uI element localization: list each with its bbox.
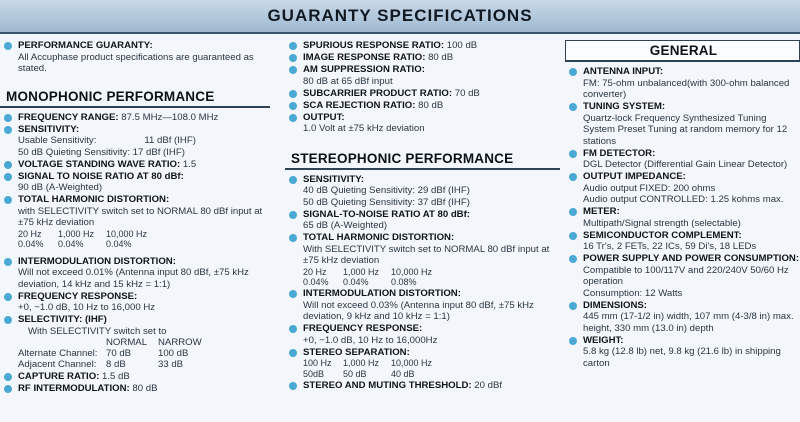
spec-image-response: IMAGE RESPONSE RATIO: 80 dB: [285, 52, 560, 64]
column-left: [0, 40, 270, 395]
bullet-icon: [4, 42, 12, 50]
spec-rf-intermodulation: RF INTERMODULATION: 80 dB: [0, 383, 270, 395]
bullet-icon: [4, 258, 12, 266]
spec-stereo-imd: INTERMODULATION DISTORTION: Will not exceed 0.03% (Antenna input 80 dBf, ±75 kHz deviation, 9 kHz and 10 kHz = 1:1): [285, 288, 560, 323]
spec-stereo-thd: TOTAL HARMONIC DISTORTION: With SELECTIVITY switch set to NORMAL 80 dBf input at ±75 kHz deviation 20 Hz 1,000 Hz 10,000 Hz 0.04% 0.04% 0.08%: [285, 232, 560, 288]
bullet-icon: [569, 173, 577, 181]
bullet-icon: [569, 232, 577, 240]
spec-weight: WEIGHT: 5.8 kg (12.8 lb) net, 9.8 kg (21.6 lb) in shipping carton: [565, 335, 800, 370]
spec-frequency-response: FREQUENCY RESPONSE: +0, −1.0 dB, 10 Hz to 16,000 Hz: [0, 291, 270, 314]
bullet-icon: [4, 196, 12, 204]
separation-table: 100 Hz 1,000 Hz 10,000 Hz 50dB 50 dB 40 dB: [303, 358, 433, 379]
spec-stereo-sensitivity: SENSITIVITY: 40 dB Quieting Sensitivity: 29 dBf (IHF) 50 dB Quieting Sensitivity: 37 dBf (IHF): [285, 174, 560, 209]
page-title: GUARANTY SPECIFICATIONS: [0, 0, 800, 34]
bullet-icon: [289, 349, 297, 357]
selectivity-table: NORMAL NARROW Alternate Channel: 70 dB 100 dB Adjacent Channel: 8 dB 33 dB: [18, 337, 202, 370]
bullet-icon: [569, 68, 577, 76]
bullet-icon: [4, 114, 12, 122]
bullet-icon: [569, 208, 577, 216]
spec-capture-ratio: CAPTURE RATIO: 1.5 dB: [0, 371, 270, 383]
bullet-icon: [4, 126, 12, 134]
bullet-icon: [289, 114, 297, 122]
bullet-icon: [289, 66, 297, 74]
bullet-icon: [569, 302, 577, 310]
spec-stereo-frequency-response: FREQUENCY RESPONSE: +0, −1.0 dB, 10 Hz to 16,000Hz: [285, 323, 560, 346]
bullet-icon: [4, 173, 12, 181]
spec-vswr: VOLTAGE STANDING WAVE RATIO: 1.5: [0, 159, 270, 171]
bullet-icon: [4, 293, 12, 301]
bullet-icon: [289, 211, 297, 219]
spec-performance-guaranty: PERFORMANCE GUARANTY: All Accuphase product specifications are guaranteed as stated.: [0, 40, 270, 75]
thd-table: 20 Hz 1,000 Hz 10,000 Hz 0.04% 0.04% 0.04%: [18, 228, 148, 249]
bullet-icon: [289, 382, 297, 390]
spec-antenna-input: ANTENNA INPUT: FM: 75-ohm unbalanced(with 300-ohm balanced converter): [565, 66, 800, 101]
spec-semiconductor: SEMICONDUCTOR COMPLEMENT: 16 Tr's, 2 FETs, 22 ICs, 59 Di's, 18 LEDs: [565, 230, 800, 253]
spec-stereo-snr: SIGNAL-TO-NOISE RATIO AT 80 dBf: 65 dB (A-Weighted): [285, 209, 560, 232]
bullet-icon: [4, 161, 12, 169]
spec-sensitivity: SENSITIVITY: Usable Sensitivity: 11 dBf (IHF) 50 dB Quieting Sensitivity: 17 dBf (IHF): [0, 124, 270, 159]
section-heading-general: GENERAL: [565, 40, 800, 62]
spec-tuning-system: TUNING SYSTEM: Quartz-lock Frequency Synthesized Tuning System Preset Tuning at random memory for 12 stations: [565, 101, 800, 147]
bullet-icon: [289, 176, 297, 184]
bullet-icon: [4, 385, 12, 393]
bullet-icon: [569, 103, 577, 111]
bullet-icon: [289, 42, 297, 50]
section-heading-stereophonic: STEREOPHONIC PERFORMANCE: [285, 149, 560, 170]
spec-am-suppression: AM SUPPRESSION RATIO: 80 dB at 65 dBf input: [285, 64, 560, 87]
bullet-icon: [4, 373, 12, 381]
spec-imd: INTERMODULATION DISTORTION: Will not exceed 0.01% (Antenna input 80 dBf, ±75 kHz deviation, 14 kHz and 15 kHz = 1:1): [0, 256, 270, 291]
bullet-icon: [289, 54, 297, 62]
spec-muting-threshold: STEREO AND MUTING THRESHOLD: 20 dBf: [285, 380, 560, 392]
spec-meter: METER: Multipath/Signal strength (selectable): [565, 206, 800, 229]
bullet-icon: [289, 90, 297, 98]
spec-selectivity: SELECTIVITY: (IHF) With SELECTIVITY switch set to NORMAL NARROW Alternate Channel: 70 dB 100 dB Adjacent Channel: 8 dB 33 dB: [0, 314, 270, 370]
bullet-icon: [569, 255, 577, 263]
bullet-icon: [289, 290, 297, 298]
spec-thd: TOTAL HARMONIC DISTORTION: with SELECTIVITY switch set to NORMAL 80 dBf input at ±75 kHz deviation 20 Hz 1,000 Hz 10,000 Hz 0.04% 0.04% 0.04%: [0, 194, 270, 250]
spec-subcarrier: SUBCARRIER PRODUCT RATIO: 70 dB: [285, 88, 560, 100]
bullet-icon: [4, 316, 12, 324]
spec-snr: SIGNAL TO NOISE RATIO AT 80 dBf: 90 dB (A-Weighted): [0, 171, 270, 194]
column-middle: [285, 40, 560, 392]
bullet-icon: [289, 234, 297, 242]
spec-fm-detector: FM DETECTOR: DGL Detector (Differential Gain Linear Detector): [565, 148, 800, 171]
bullet-icon: [569, 337, 577, 345]
stereo-thd-table: 20 Hz 1,000 Hz 10,000 Hz 0.04% 0.04% 0.08%: [303, 266, 433, 287]
section-heading-monophonic: MONOPHONIC PERFORMANCE: [0, 87, 270, 108]
column-right: [565, 40, 800, 370]
spec-output: OUTPUT: 1.0 Volt at ±75 kHz deviation: [285, 112, 560, 135]
bullet-icon: [289, 325, 297, 333]
spec-sca-rejection: SCA REJECTION RATIO: 80 dB: [285, 100, 560, 112]
spec-power-supply: POWER SUPPLY AND POWER CONSUMPTION: Compatible to 100/117V and 220/240V 50/60 Hz operation Consumption: 12 Watts: [565, 253, 800, 299]
spec-spurious: SPURIOUS RESPONSE RATIO: 100 dB: [285, 40, 560, 52]
bullet-icon: [289, 102, 297, 110]
spec-output-impedance: OUTPUT IMPEDANCE: Audio output FIXED: 200 ohms Audio output CONTROLLED: 1.25 kohms max.: [565, 171, 800, 206]
bullet-icon: [569, 150, 577, 158]
spec-stereo-separation: STEREO SEPARATION: 100 Hz 1,000 Hz 10,000 Hz 50dB 50 dB 40 dB: [285, 347, 560, 380]
spec-dimensions: DIMENSIONS: 445 mm (17-1/2 in) width, 107 mm (4-3/8 in) max. height, 330 mm (13.0 in) depth: [565, 300, 800, 335]
spec-frequency-range: FREQUENCY RANGE: 87.5 MHz—108.0 MHz: [0, 112, 270, 124]
